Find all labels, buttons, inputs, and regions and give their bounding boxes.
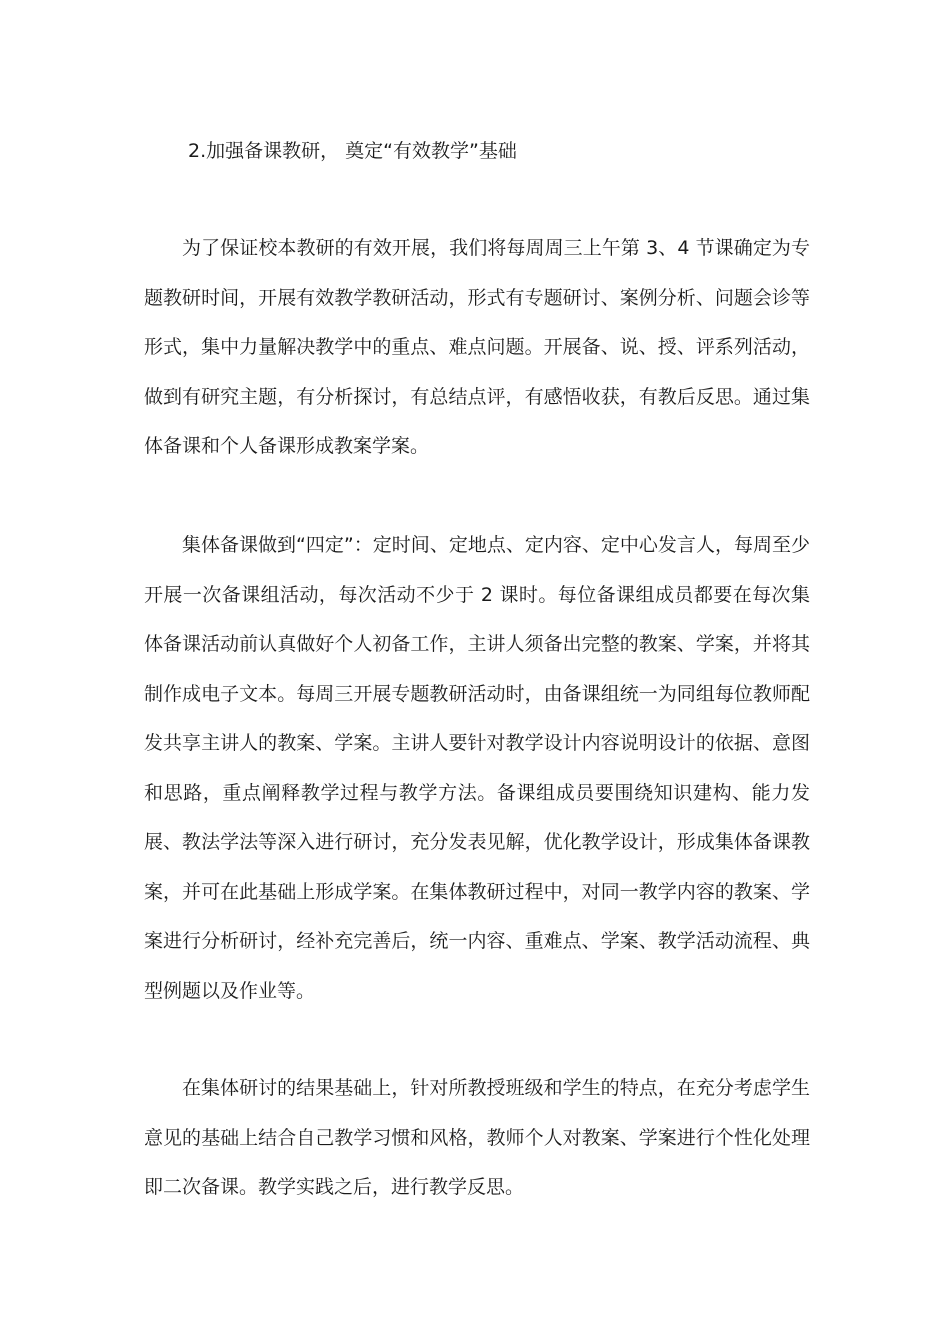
paragraph-teaching-research: 为了保证校本教研的有效开展，我们将每周周三上午第 3、4 节课确定为专题教研时间，开展有效教学教研活动，形式有专题研讨、案例分析、问题会诊等形式，集中力量解决教学中的重点、难点问题。开展备、说、授、评系列活动，做到有研究主题，有分析探讨，有总结点评，有感悟收获，有教后反思。通过集体备课和个人备课形成教案学案。 [144, 237, 810, 457]
section-heading: 2.加强备课教研， 奠定“有效教学”基础 [188, 140, 517, 162]
paragraph-collective-lesson-prep: 集体备课做到“四定”：定时间、定地点、定内容、定中心发言人，每周至少开展一次备课组活动，每次活动不少于 2 课时。每位备课组成员都要在每次集体备课活动前认真做好个人初备工作，主讲人须备出完整的教案、学案，并将其制作成电子文本。每周三开展专题教研活动时，由备课组统一为同组每位教师配发共享主讲人的教案、学案。主讲人要针对教学设计内容说明设计的依据、意图和思路，重点阐释教学过程与教学方法。备课组成员要围绕知识建构、能力发展、教法学法等深入进行研讨，充分发表见解，优化教学设计，形成集体备课教案，并可在此基础上形成学案。在集体教研过程中，对同一教学内容的教案、学案进行分析研讨，经补充完善后，统一内容、重难点、学案、教学活动流程、典型例题以及作业等。 [144, 534, 810, 1002]
paragraph-secondary-lesson-prep: 在集体研讨的结果基础上，针对所教授班级和学生的特点，在充分考虑学生意见的基础上结合自己教学习惯和风格，教师个人对教案、学案进行个性化处理即二次备课。教学实践之后，进行教学反思。 [144, 1077, 810, 1198]
